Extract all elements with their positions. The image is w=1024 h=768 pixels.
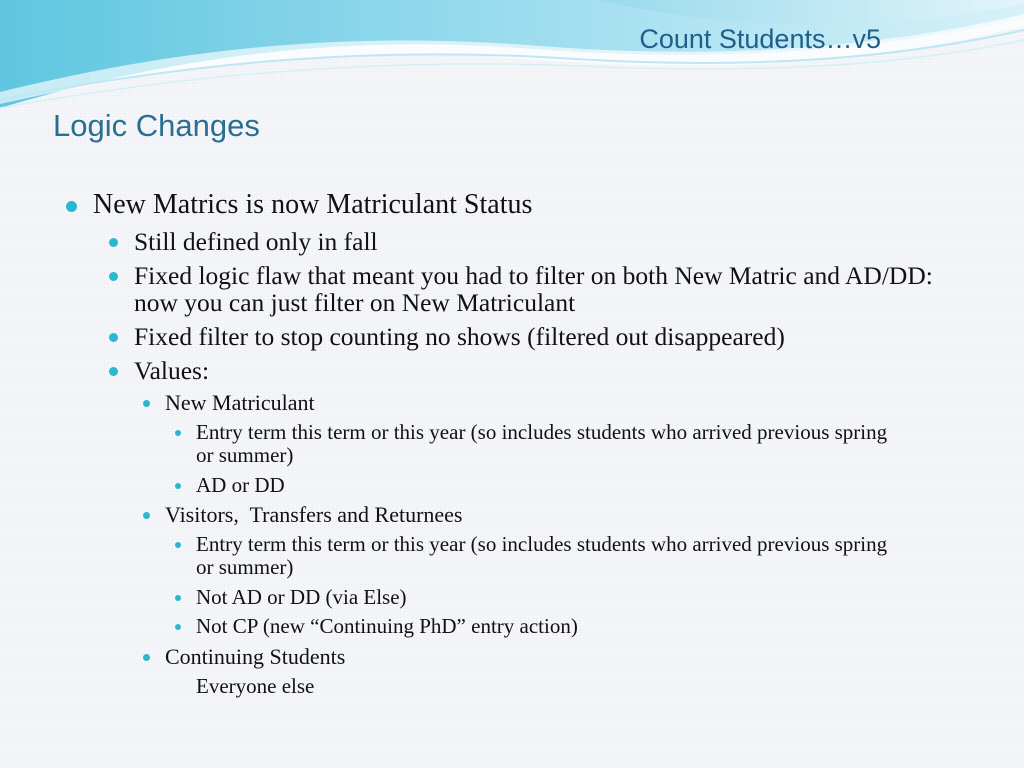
bullet-text: Still defined only in fall (134, 227, 378, 256)
header-label: Count Students…v5 (639, 24, 881, 54)
bullet-level4 (196, 421, 896, 467)
bullet-dot-icon (175, 624, 181, 630)
bullet-level3 (165, 645, 345, 669)
bullet-dot-icon (143, 654, 150, 661)
bullet-level4 (196, 533, 896, 579)
bullet-dot-icon (109, 238, 118, 247)
bullet-level2 (134, 228, 934, 255)
bullet-level2 (134, 357, 934, 384)
bullet-text: New Matriculant (165, 390, 315, 415)
bullet-dot-icon (175, 542, 181, 548)
bullet-text: Entry term this term or this year (so includes students who arrived previous spring or summer) (196, 420, 888, 467)
page-title: Logic Changes (53, 108, 260, 143)
bullet-text: Fixed logic flaw that meant you had to filter on both New Matric and AD/DD: now you can just filter on New Matriculant (134, 261, 933, 317)
bullet-dot-icon (175, 430, 181, 436)
bullet-level3 (165, 391, 315, 415)
bullet-level3 (165, 503, 462, 527)
bullet-dot-icon (143, 512, 150, 519)
bullet-level4 (196, 474, 896, 497)
bullet-level4 (196, 586, 896, 609)
bullet-level2 (134, 323, 934, 350)
bullet-text: Values: (134, 356, 210, 385)
bullet-text: Fixed filter to stop counting no shows (filtered out disappeared) (134, 322, 785, 351)
bullet-dot-icon (109, 272, 118, 281)
bullet-text: Continuing Students (165, 644, 346, 669)
bullet-dot-icon (143, 400, 150, 407)
bullet-level4 (196, 615, 896, 638)
bullet-dot-icon (66, 201, 77, 212)
bullet-text: New Matrics is now Matriculant Status (93, 189, 533, 220)
bullet-level1 (93, 190, 532, 220)
plain-text-line (196, 675, 314, 698)
bullet-text: Visitors, Transfers and Returnees (165, 502, 463, 527)
bullet-text: AD or DD (196, 473, 285, 497)
bullet-text: Not CP (new “Continuing PhD” entry action) (196, 614, 578, 638)
bullet-level2 (134, 262, 934, 316)
bullet-dot-icon (175, 483, 181, 489)
bullet-dot-icon (175, 595, 181, 601)
bullet-text: Everyone else (196, 674, 315, 698)
bullet-text: Entry term this term or this year (so includes students who arrived previous spring or summer) (196, 532, 888, 579)
bullet-text: Not AD or DD (via Else) (196, 585, 407, 609)
bullet-dot-icon (109, 333, 118, 342)
bullet-dot-icon (109, 367, 118, 376)
